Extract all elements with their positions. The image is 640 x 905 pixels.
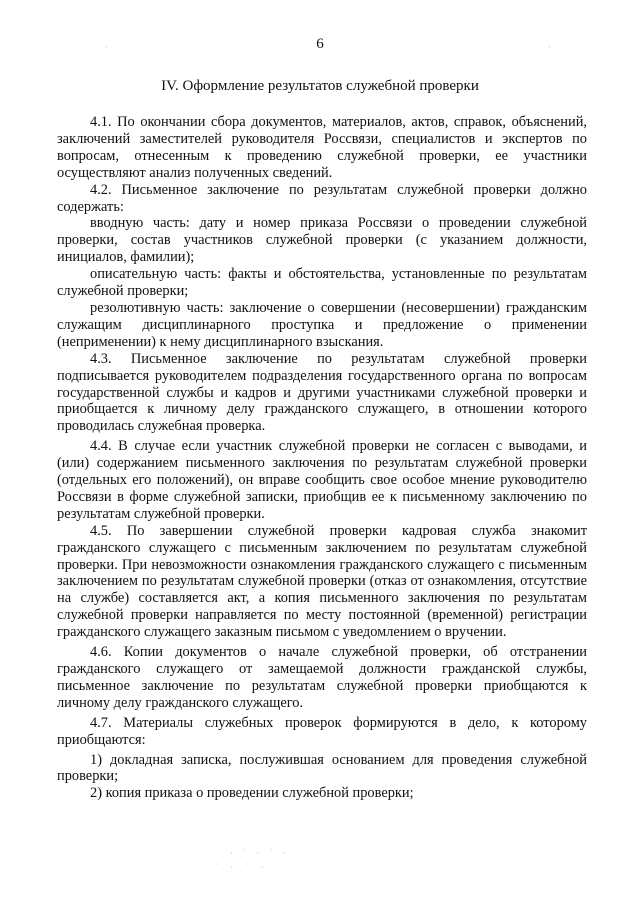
scan-speck: · — [548, 42, 551, 52]
paragraph-4-3: 4.3. Письменное заключение по результатам служебной проверки подписывается руководителем подразделения государственного органа по вопросам государственной службы и кадров и другими участниками служебной проверки и приобщается к личному делу гражданского служащего, в отношении которого проводилась служебная проверка. — [57, 350, 587, 435]
list-item-1: 1) докладная записка, послужившая основанием для проведения служебной проверки; — [57, 751, 587, 785]
section-title: IV. Оформление результатов служебной проверки — [161, 78, 479, 94]
scan-noise: ˙ · ˙ · ˙ — [215, 862, 284, 872]
paragraph-4-2: 4.2. Письменное заключение по результатам служебной проверки должно содержать: — [57, 181, 587, 215]
page-number: 6 — [316, 36, 324, 52]
scan-speck: · — [105, 42, 108, 52]
paragraph-4-1: 4.1. По окончании сбора документов, материалов, актов, справок, объяснений, заключений заместителей руководителя Россвязи, специалистов и экспертов по вопросам, отнесенным к проведению служебной проверки, ее участники осуществляют анализ полученных сведений. — [57, 114, 587, 181]
paragraph-descriptive-part: описательную часть: факты и обстоятельства, установленные по результатам служебной проверки; — [57, 266, 587, 300]
list-item-2: 2) копия приказа о проведении служебной проверки; — [90, 785, 414, 802]
paragraph-intro-part: вводную часть: дату и номер приказа Россвязи о проведении служебной проверки, состав участников служебной проверки (с указанием должности, инициалов, фамилии); — [57, 215, 587, 266]
paragraph-4-6: 4.6. Копии документов о начале служебной проверки, об отстранении гражданского служащего от замещаемой должности гражданской службы, письменное заключение по результатам служебной проверки приобщаются к личному делу гражданского служащего. — [57, 644, 587, 711]
paragraph-4-4: 4.4. В случае если участник служебной проверки не согласен с выводами, и (или) содержанием письменного заключения по результатам служебной проверки (отдельных его положений), он вправе сообщить свое особое мнение руководителю Россвязи в форме служебной записки, приобщив ее к письменному заключению по результатам служебной проверки. — [57, 438, 587, 522]
scan-noise: · ˙ · ˙ · — [230, 848, 290, 858]
document-body — [57, 114, 587, 802]
paragraph-4-5: 4.5. По завершении служебной проверки кадровая служба знакомит гражданского служащего с письменным заключением по результатам служебной проверки. При невозможности ознакомления гражданского служащего с письменным заключением по результатам служебной проверки (отказ от ознакомления, отсутствие на службе) составляется акт, а копия письменного заключения по результатам служебной проверки направляется по месту постоянной (временной) регистрации гражданского служащего заказным письмом с уведомлением о вручении. — [57, 522, 587, 641]
paragraph-4-7: 4.7. Материалы служебных проверок формируются в дело, к которому приобщаются: — [57, 714, 587, 748]
paragraph-resolutive-part: резолютивную часть: заключение о совершении (несовершении) гражданским служащим дисциплинарного проступка и предложение о применении (неприменении) к нему дисциплинарного взыскания. — [57, 299, 587, 350]
